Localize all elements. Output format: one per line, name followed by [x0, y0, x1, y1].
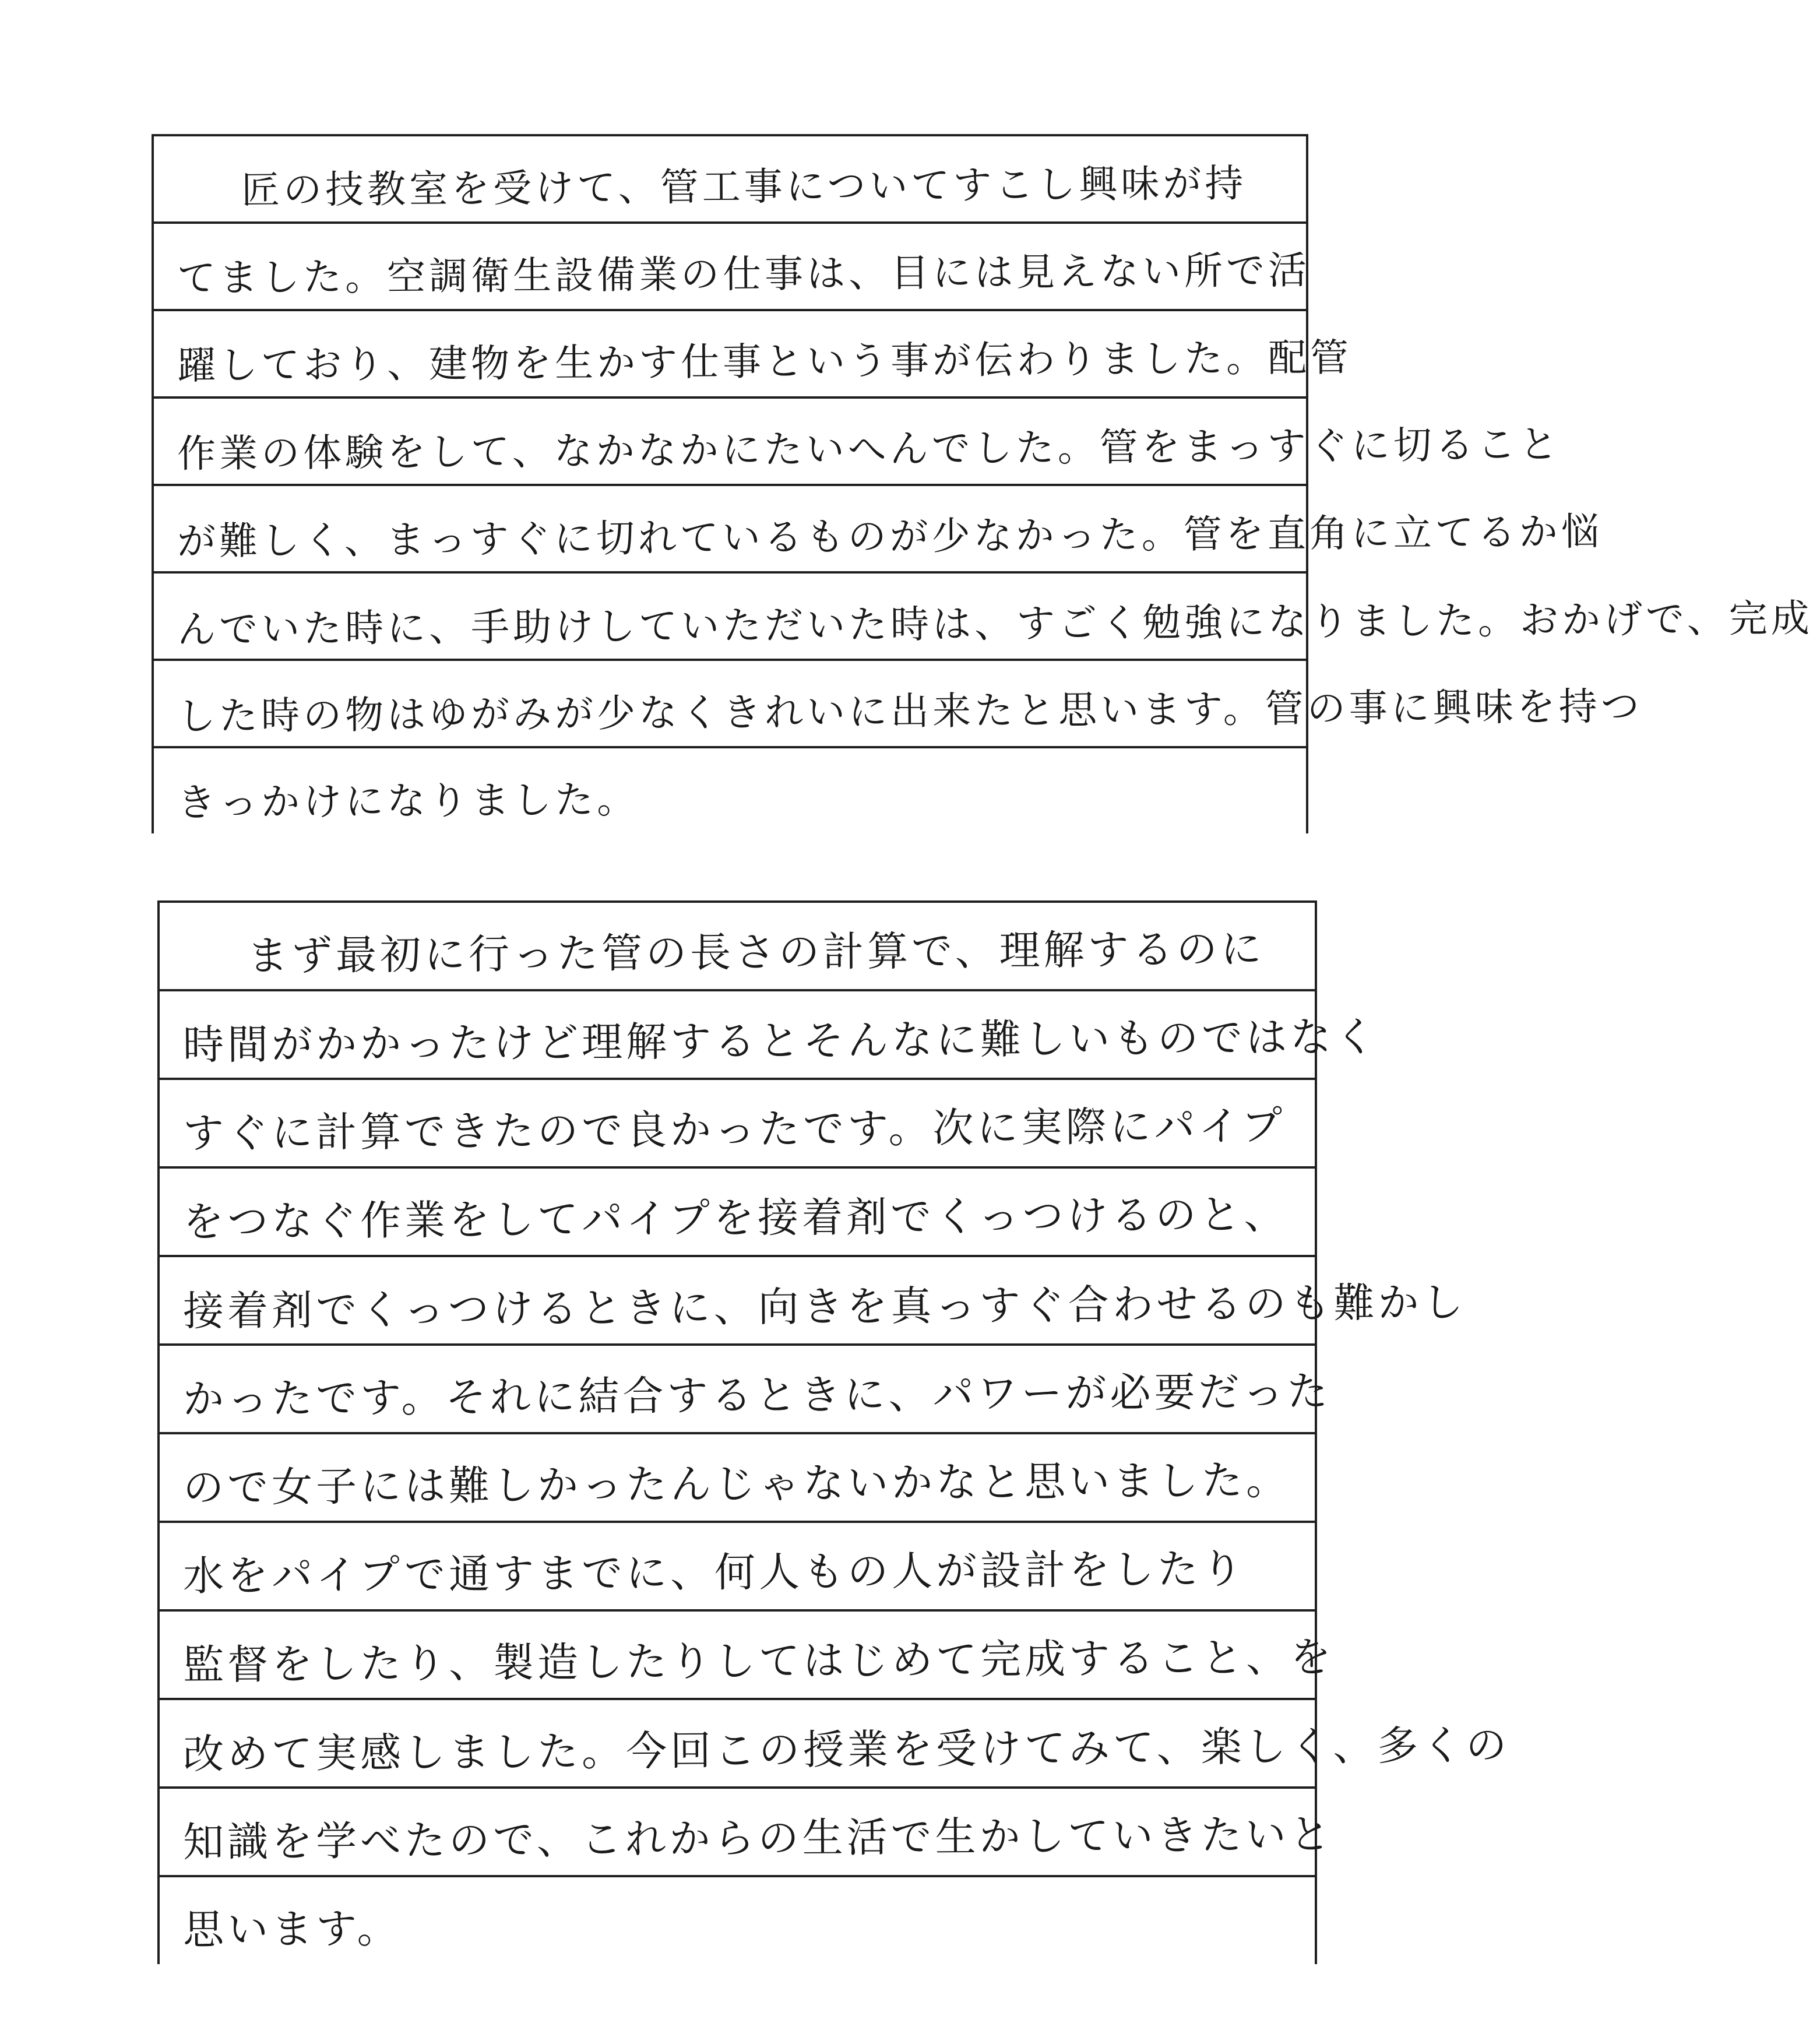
essay-line: [160, 1612, 1335, 1700]
essay-line: [154, 661, 1643, 748]
essay-line: [160, 1700, 1511, 1789]
essay-line-text: きっかけになりました。: [177, 777, 639, 825]
essay-line: [154, 486, 1603, 574]
essay-line-text: 思います。: [182, 1904, 402, 1954]
essay-line-text: 水をパイプで通すまでに、何人もの人が設計をしたり: [182, 1545, 1247, 1600]
essay-line-text: んでいた時に、手助けしていただいた時は、すごく勉強になりました。おかげで、完成: [177, 596, 1813, 652]
essay-line: [160, 1346, 1332, 1434]
essay-line-text: 匠の技教室を受けて、管工事についてすこし興味が持: [241, 160, 1247, 213]
essay-line-text: 接着剤でくっつけるときに、向きを真っすぐ合わせるのも難かし: [182, 1278, 1467, 1335]
essay-line: [160, 903, 1315, 991]
essay-line-text: 時間がかかったけど理解するとそんなに難しいものではなく: [182, 1012, 1379, 1070]
essay-line: [160, 991, 1379, 1080]
essay-line: [160, 1169, 1315, 1257]
essay-line: [154, 224, 1311, 311]
essay-line: [154, 311, 1353, 399]
essay-line-text: 知識を学べたので、これからの生活で生かしていきたいと: [182, 1810, 1334, 1866]
essay-line: [154, 136, 1306, 224]
essay-line-text: 監督をしたり、製造したりしてはじめて完成すること、を: [182, 1633, 1335, 1689]
essay-line-text: 作業の体験をして、なかなかにたいへんでした。管をまっすぐに切ること: [177, 421, 1561, 477]
essay-line-text: ので女子には難しかったんじゃないかなと思いました。: [182, 1456, 1291, 1512]
essay-line: [160, 1257, 1467, 1346]
essay-line: [160, 1523, 1315, 1612]
essay-line: [160, 1434, 1315, 1523]
essay-line-text: した時の物はゆがみが少なくきれいに出来たと思います。管の事に興味を持つ: [177, 684, 1643, 739]
essay-line-text: かったです。それに結合するときに、パワーが必要だった: [182, 1367, 1332, 1423]
essay-line-text: すぐに計算できたので良かったです。次に実際にパイプ: [182, 1102, 1286, 1158]
essay-line: [154, 748, 1306, 836]
essay-line: [160, 1877, 1315, 1966]
essay-line: [154, 574, 1813, 661]
essay-box-1: [152, 134, 1813, 833]
essay-line: [160, 1789, 1334, 1877]
essay-line-text: が難しく、まっすぐに切れているものが少なかった。管を直角に立てるか悩: [177, 509, 1603, 564]
essay-line: [160, 1080, 1315, 1169]
essay-line-text: てました。空調衛生設備業の仕事は、目には見えない所で活: [177, 248, 1311, 301]
essay-line: [154, 399, 1561, 486]
essay-line-text: 躍しており、建物を生かす仕事という事が伝わりました。配管: [177, 335, 1353, 389]
essay-line-text: まず最初に行った管の長さの計算で、理解するのに: [247, 924, 1265, 980]
essay-line-text: 改めて実感しました。今回この授業を受けてみて、楽しく、多くの: [182, 1721, 1511, 1778]
essay-line-text: をつなぐ作業をしてパイプを接着剤でくっつけるのと、: [182, 1190, 1289, 1246]
essay-box-2: [157, 900, 1511, 1964]
